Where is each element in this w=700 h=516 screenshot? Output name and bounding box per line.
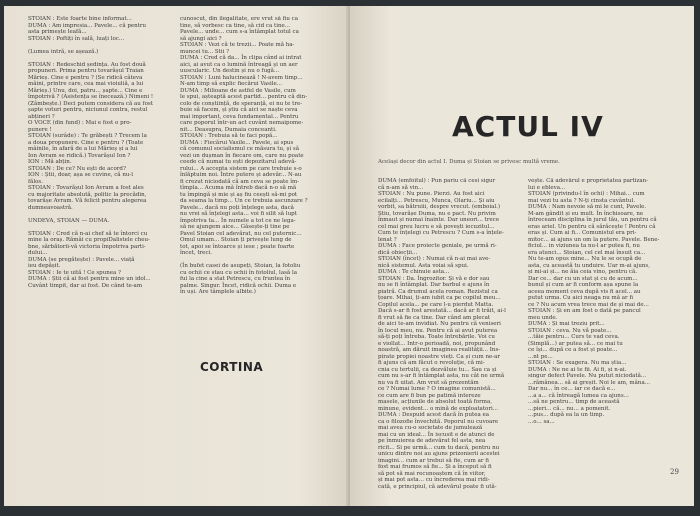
text-line: ceede că numai tu ești depozitarul adevă- bbox=[180, 159, 297, 165]
text-line: Știu, tovarășe Duma, nu e pact. Nu privim bbox=[378, 210, 496, 217]
text-line: DUMA : Nam nevoie să mi le cunt, Pavele. bbox=[528, 204, 647, 210]
text-line: DUMA : Cred că da... În clipa când ai intrat bbox=[180, 55, 302, 61]
text-line: muncei tu... Stii ? bbox=[180, 48, 230, 55]
text-line: DUMA : Milioane de astfel de Vasile, cum bbox=[180, 87, 296, 94]
text-line: dumneavoastră. bbox=[28, 204, 73, 211]
text-line: mai important, ceva fundamental... Pentru bbox=[180, 113, 299, 120]
text-line: ...nt pe... bbox=[528, 353, 553, 360]
text-line: Ion Avram se ridică.) Tovarășul Ion ? bbox=[28, 152, 131, 159]
text-line: DUMA : Ne ne ai te fii. Ai fi, și n-ai. bbox=[528, 366, 627, 373]
text-line: fost mai frumos să fie... Și a început să fi bbox=[378, 464, 492, 470]
text-line: palme. Singur. Încet, ridică ochii. Duma e bbox=[180, 282, 297, 289]
text-line: Copilul acela... pe care l-u pierdut Matta. bbox=[378, 301, 494, 308]
text-line: uuscularic. Un destin și nu o fugă... bbox=[180, 68, 280, 74]
text-line: vorbit, sa bătruiii, despre vrecut. (emboial.) bbox=[378, 204, 501, 210]
text-line: împotriva ta... În numele a tot ce ne lega- bbox=[180, 217, 296, 224]
text-line: care poporul într-un act cuvânt nemaipome- bbox=[180, 120, 304, 126]
right-page-column-1 bbox=[378, 178, 524, 490]
text-line: lui e ebleva... bbox=[528, 184, 566, 191]
text-line: Pavele... unde... cum s-a întâmplat totul ca bbox=[180, 29, 299, 35]
text-line: cu majoritate absolută, politic la precădin, bbox=[28, 191, 147, 198]
text-line: ...rămânea... să ai greșit. Noi le am, mâna... bbox=[528, 379, 650, 386]
text-line: întreceam disciplina în jurul tău, un pentru că bbox=[528, 217, 657, 223]
text-line: tu împingă și mie și aș fiu ceești să-mi pot bbox=[180, 191, 298, 198]
text-line: încet, treci. bbox=[180, 250, 213, 256]
text-line: vezi un dușman în fiecare om, care nu poate bbox=[180, 152, 304, 159]
text-line: rului... A accepta sistem pe care trebuie s-o bbox=[180, 165, 302, 172]
text-line: fi ajuns că am făcut o revoluție, că mi- bbox=[378, 360, 485, 366]
text-line: ...să ne pentru... timp de această bbox=[528, 399, 620, 405]
text-line: ficiul... in viziunea ta nu-l ar putea fi, nu bbox=[528, 243, 640, 249]
text-line: STOIAN : Poftiți în sală, luați loc... bbox=[28, 35, 125, 42]
text-line: imagini... cum ar trebui să fie, cum ar fi bbox=[378, 457, 489, 464]
text-line: ecilalți... Petrescu, Munca, Olariu... Și aiu bbox=[378, 197, 495, 204]
text-line: că comunul socialismul ce măsura tu, și să bbox=[180, 146, 299, 152]
left-page-column-1 bbox=[28, 16, 170, 289]
text-line: ricit... Si pe urmă... cum tu dacă, pentru nu bbox=[378, 444, 500, 451]
left-page-column-2 bbox=[180, 16, 330, 296]
text-line: ce ? Nu acum vrea trece mai de și mai de... bbox=[528, 301, 649, 308]
text-line: de aici te-am invidiat. Nu pentru că veniseri bbox=[378, 321, 501, 327]
text-line: Cuvânt timpit, dar ai fost. De când te-am bbox=[28, 282, 143, 289]
text-line: abțineri ? bbox=[28, 113, 55, 120]
text-line: să pot să mai recunoaștem că în viitor, bbox=[378, 470, 486, 477]
text-line: DUMA : Te chinuie asta... bbox=[378, 269, 450, 275]
text-line: Pavele... dacă nu poți înțelege asta, dacă bbox=[180, 204, 294, 211]
text-line: STOIAN : Cred că n-ai chef să te întorci cu bbox=[28, 230, 148, 237]
text-line: aici, ai avut ca o lumină întreagă și un aer bbox=[180, 61, 298, 68]
text-line: fi vrut să fie ca tine. Dar când am plecat bbox=[378, 314, 491, 321]
text-line: mai avea cu-o societate de jumulează bbox=[378, 425, 483, 431]
text-line: dului... bbox=[28, 250, 48, 256]
text-line: ce ? Numai lume ? O imagine comunistă... bbox=[378, 386, 496, 392]
text-line: (În bufet casei de asupeți, Stoian, la fotoliu bbox=[180, 263, 301, 269]
text-line: DUMA : Știi că ai fost pentru mine un idol... bbox=[28, 276, 151, 282]
text-line: tîmpla... Acuma mă întreb dacă n-o să mă bbox=[180, 185, 297, 191]
text-line: DUMA : Face proiecte geniale, pe urmă ri- bbox=[378, 243, 497, 249]
text-line: masele, acțiunile de absolut toată forma, bbox=[378, 399, 492, 405]
text-line: cel mai greu lucru e să povești iecuzitul... bbox=[378, 223, 495, 230]
text-line: da seama la timp... Un ce trebuia ascunzare ? bbox=[180, 198, 308, 204]
text-line: Mărieș.) Unu, doi, patru... șapte... Cine e bbox=[28, 87, 143, 94]
text-line: fi crezut niciodată că am ceva se poate îm- bbox=[180, 178, 300, 185]
text-line: STOIAN : Vezi că te trezii... Poate mă ha- bbox=[180, 42, 295, 48]
text-line: tine, să vorbesc ca tine, să cid ca tine... bbox=[180, 22, 291, 29]
text-line: ...pus... după ea la un timp. bbox=[528, 412, 605, 418]
text-line: înmaut și numai înainte. Dar uneori... trece bbox=[378, 217, 500, 223]
text-line: mai vezi tu asta ? N-ți cinsta cuvântul. bbox=[528, 197, 635, 204]
text-line: bne, sărbătorii-vă victoria împotriva parti- bbox=[28, 243, 146, 250]
text-line: DUMA : Am impresia... Pavele... că pentru bbox=[28, 22, 147, 29]
text-line: minune, evident... o mină de exploatatori... bbox=[378, 405, 498, 412]
text-line: singur defect Pavele. Nu putut niciodată... bbox=[528, 373, 647, 379]
text-line: eras ariel. Un pentru că sărăcește ! Pentru că bbox=[528, 223, 656, 230]
text-line: să ne ajungem aice... Găsește-ți tine pe bbox=[180, 224, 290, 230]
text-line: în locul meu, nu. Pentru că ai avut puterea bbox=[378, 327, 498, 334]
text-line: STOIAN : Redeschid ședința. Au fost două bbox=[28, 61, 146, 68]
text-line: buie să facem, și știu că aici se naște ceva bbox=[180, 107, 298, 113]
text-line: ION : Mă abțin. bbox=[28, 159, 72, 165]
text-line: cum nu s-ar fi întâmplat asta, nu cât ne urmă bbox=[378, 373, 505, 379]
text-line: mâini, printre care, cea mai vioiuliă, a lui bbox=[28, 81, 144, 87]
text-line: e viollat... Intr-o perioadă, noi, propunând bbox=[378, 340, 496, 347]
text-line: mine la oraș. Rămâi cu propiDalistele cheu- bbox=[28, 237, 150, 243]
text-line: ieu depășit. bbox=[28, 263, 61, 269]
text-line: (Simplă...) ar putea să... ce mai tu bbox=[528, 340, 623, 347]
text-line: UNDEVA, STOIAN — DUMA. bbox=[28, 217, 110, 224]
text-line: nică sistemul. Asta voiai să spui. bbox=[378, 262, 469, 269]
text-line: STOIAN : Și en am fost o dată pe pancul bbox=[528, 308, 641, 314]
text-line: și mi-ai și... ne ăia ceia vino, pentru că. bbox=[528, 269, 638, 275]
text-line: STOIAN : Nu pune. Pierzi. Au fost aici bbox=[378, 191, 485, 197]
text-line: să-ți poți întreba. Toate întrebările. Voi cu bbox=[378, 334, 495, 340]
text-line: STOIAN : Luni halucinează ! N-avem timp... bbox=[180, 74, 303, 81]
text-line: STOIAN : Trebuia să te faci popă... bbox=[180, 133, 278, 139]
text-line: nu se fi întâmplat. Dar barbul e ajuns în bbox=[378, 282, 490, 288]
curtain-heading: CORTINA bbox=[200, 360, 264, 374]
text-line: mâinile, în afară de a lui Mărieș și a lui bbox=[28, 146, 138, 152]
text-line: pirate propiei noastre vieți. Ca și cum ne-ar bbox=[378, 353, 501, 360]
text-line: pe înmuierea de adevărat fel asta, nea bbox=[378, 438, 486, 444]
text-line: putut urma. Cu aici neaga nu mă ar fi bbox=[528, 295, 634, 301]
right-page bbox=[350, 6, 694, 506]
text-line: asta, cu această tu unduire. Uar m-ai ajuns, bbox=[528, 262, 650, 269]
left-page bbox=[4, 6, 350, 506]
text-line: noastră, am dăruit imaginea realității... Ins- bbox=[378, 347, 501, 353]
text-line: că n-am să vin... bbox=[378, 184, 424, 191]
text-line: unicu dintre noi au ajuns prizonierii acestei bbox=[378, 451, 500, 457]
text-line: ce își... după ce a fost și poate... bbox=[528, 347, 618, 353]
text-line: le spui, așteaptă acest partid... pentru că din- bbox=[180, 94, 308, 100]
text-line: fălos. bbox=[28, 178, 43, 185]
text-line: nit... Deasupra, Dumaia conceanti. bbox=[180, 126, 277, 133]
text-line: ce cum are fi bun pe patimă intereze bbox=[378, 392, 481, 399]
text-line: M-am gândit și eu mult. În închisoare, ne bbox=[528, 210, 644, 217]
text-line: Nu te-am opus mine... Nu le se ocupă de bbox=[528, 256, 642, 262]
text-line: STOIAN : Da. Îngrozitor. Și vă e dor sau bbox=[378, 275, 490, 282]
stage-direction: Același decor din actul I. Duma și Stoian se privesc multă vreme. bbox=[378, 159, 560, 165]
text-line: aceea moment ceva după vis fi acel... au bbox=[528, 288, 641, 295]
text-line: dică obiecții... bbox=[378, 249, 418, 256]
text-line: mitoc... ai ajuns un om la putere. Pavele. Bene- bbox=[528, 236, 660, 243]
text-line: cnia cu tertulii, ca dezvăluie tu... Sau ca și bbox=[378, 366, 497, 373]
text-line: în uși. Are tâmplele albite.) bbox=[180, 289, 256, 295]
text-line: ca o filozofie învechită. Poporul nu cuvoare bbox=[378, 418, 499, 425]
text-line: DUMA (se pregătește) : Pavele... viață bbox=[28, 256, 135, 263]
text-line: punere ! bbox=[28, 126, 52, 133]
text-line: STOIAN : ceva. Nu vă poate... bbox=[528, 327, 612, 334]
text-line: țoare. Mihai, ți-am iubit ca pe copilul meu... bbox=[378, 295, 501, 301]
text-line: nu vrei să înțelegi asta... voi fi silit să lupt bbox=[180, 211, 297, 217]
text-line: lenat ? bbox=[378, 236, 397, 243]
text-line: să ajungi aici ? bbox=[180, 35, 222, 42]
text-line: meu unde. bbox=[528, 314, 558, 321]
text-line: Mărieș. Cine e pentru ? (Se ridică câteva bbox=[28, 74, 143, 81]
text-line: ION : Știi, doar, așa se cuvine, că nu-l bbox=[28, 172, 134, 178]
text-line: cu ochii ce stau cu ochii în fotoliul, lasă la bbox=[180, 269, 297, 276]
text-line: DUMA : Fiecărui Vasile... Pavele, ai spus bbox=[180, 139, 294, 146]
text-line: Cum te înțelegi cu Petrescu ? Cum s-a înțele- bbox=[378, 230, 504, 236]
text-line: a doua propunere. Cine e pentru ? (Toate bbox=[28, 139, 144, 146]
text-line: Pavel Stoian cel adevărat, nu cel puternic... bbox=[180, 230, 302, 237]
text-line: șapte voturi pentru, niciunul contra, restul bbox=[28, 107, 148, 113]
text-line: eras și. Cum ai fi... Comunistul era pri- bbox=[528, 230, 637, 236]
text-line: nu va fi uitat. Am vrut să prezentăm bbox=[378, 379, 479, 386]
text-line: tovarășe Avram. Vă felicit pentru alegerea bbox=[28, 198, 147, 204]
text-line: ...a a... că întreagă lumea ca ajuns... bbox=[528, 392, 629, 399]
text-line: STOIAN : De ce? Nu ești de acord? bbox=[28, 165, 126, 172]
text-line: piatră. Ca drumul acela roman. Rezistul ca bbox=[378, 288, 498, 295]
text-line: fui la cine a stat Petrescu, cu fruntea în bbox=[180, 276, 291, 282]
text-line: vește. Că adevărul e proprietatea partizan- bbox=[528, 178, 649, 184]
text-line: ...pieri... că... nu... a pomenit. bbox=[528, 405, 611, 412]
text-line: STOIAN (surâde) : Te grăbești ? Trecem la bbox=[28, 133, 147, 139]
text-line: colo de conștiință, de speranță, ei nu te tre- bbox=[180, 100, 303, 107]
text-line: STOIAN : Este foarte bine informat... bbox=[28, 16, 132, 22]
text-line: STOIAN (încet) : Numai că n-ai mai ave- bbox=[378, 256, 491, 262]
text-line: STOIAN : Tovarășul Ion Avram a fost ales bbox=[28, 185, 144, 191]
text-line: O VOCE (din fund) : Mai e fost o pro- bbox=[28, 120, 132, 126]
text-line: Dacă s-ar fi fost arestată... dacă ar fi trăit, ai-l bbox=[378, 308, 506, 314]
text-line: STOIAN : Ie te uită ! Ce spunea ? bbox=[28, 269, 122, 276]
text-line: Dar ce... dar cu un stat și cu de acum... bbox=[528, 275, 638, 282]
text-line: STOIAN (privindu-l în ochi) : Mihai... cum bbox=[528, 191, 645, 197]
text-line: asta primește leafă... bbox=[28, 29, 87, 35]
text-line: propuneri. Prima pentru tovarășul Traian bbox=[28, 68, 144, 74]
text-line: (Lumea intră, se așează.) bbox=[28, 48, 99, 55]
page-number: 29 bbox=[670, 468, 679, 476]
text-line: și mai pot asta... cu încrederea mai ridi- bbox=[378, 477, 490, 483]
text-line: cunoscut, din ilegalitate, ere vrut să fiu ca bbox=[180, 16, 299, 22]
text-line: DUMA : Și mai treziu prit... bbox=[528, 321, 605, 327]
text-line: Omul umam... Stoian ți privește lung de bbox=[180, 237, 292, 243]
text-line: ...o... sa... bbox=[528, 418, 555, 425]
text-line: ...tăie pentru... Curs te vad ceva. bbox=[528, 334, 620, 340]
text-line: înlăptuim noi. Între putere și adevăr... N-au bbox=[180, 172, 302, 178]
text-line: bunul și cum ar fi conform așa spune la bbox=[528, 282, 639, 288]
act-title: ACTUL IV bbox=[452, 110, 604, 143]
text-line: N-am timp să explic fiecărui Vasile... bbox=[180, 81, 282, 87]
text-line: STOIAN : Se exagera. Nu ma știa... bbox=[528, 360, 627, 366]
text-line: era atunci... Stoian, cel cel mai însuit ca... bbox=[528, 249, 646, 256]
text-line: împotrivă ? (Asistența se înecează.) Nimeni ! bbox=[28, 94, 154, 100]
text-line: (Zâmbește.) Deci putem considera că au fost bbox=[28, 100, 153, 107]
text-line: DUMA : Despuid acest dacă în putea ea bbox=[378, 412, 490, 418]
text-line: tot, apoi se întoarce și iese ; poate foarte bbox=[180, 243, 295, 250]
text-line: Dar nu... în ce... iar ce dacă e... bbox=[528, 386, 616, 392]
text-line: mai cu un ideal... În iscusit e de atunci de bbox=[378, 431, 495, 438]
text-line: DUMA (emfoîtul) : Pun pariu că cesi sigur bbox=[378, 178, 496, 184]
right-page-column-2 bbox=[528, 178, 674, 425]
text-line: cată, e principiul, că adevărul poate fi ută- bbox=[378, 483, 497, 490]
